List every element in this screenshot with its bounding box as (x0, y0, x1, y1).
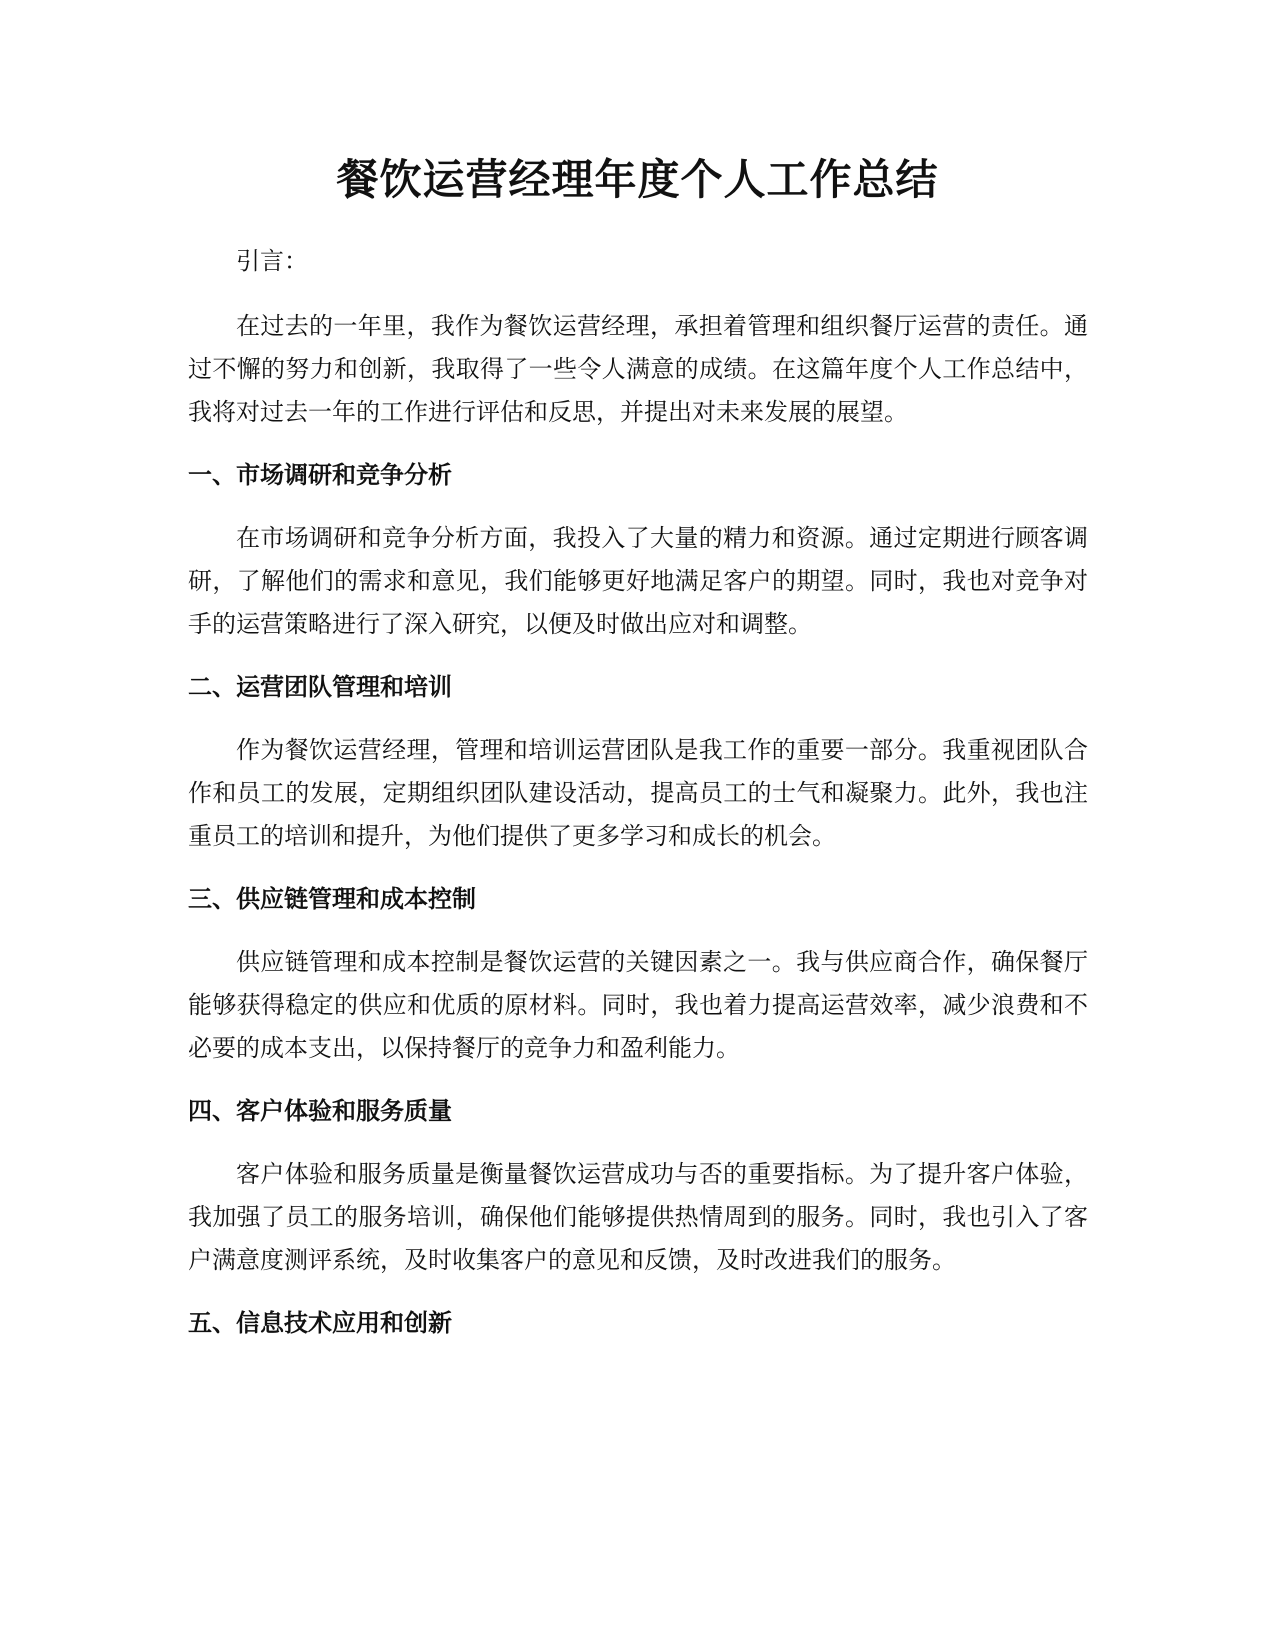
section-paragraph-1: 在市场调研和竞争分析方面，我投入了大量的精力和资源。通过定期进行顾客调研，了解他们的需求和意见，我们能够更好地满足客户的期望。同时，我也对竞争对手的运营策略进行了深入研究，以便及时做出应对和调整。 (188, 524, 1088, 638)
intro-label: 引言： (236, 247, 308, 275)
section-heading-2: 二、运营团队管理和培训 (188, 673, 452, 701)
document-title: 餐饮运营经理年度个人工作总结 (336, 155, 939, 204)
document-body (188, 240, 1088, 1365)
intro-paragraph: 在过去的一年里，我作为餐饮运营经理，承担着管理和组织餐厅运营的责任。通过不懈的努力和创新，我取得了一些令人满意的成绩。在这篇年度个人工作总结中，我将对过去一年的工作进行评估和反思，并提出对未来发展的展望。 (188, 312, 1088, 426)
section-paragraph-2: 作为餐饮运营经理，管理和培训运营团队是我工作的重要一部分。我重视团队合作和员工的发展，定期组织团队建设活动，提高员工的士气和凝聚力。此外，我也注重员工的培训和提升，为他们提供了更多学习和成长的机会。 (188, 736, 1088, 850)
section-heading-1: 一、市场调研和竞争分析 (188, 461, 452, 489)
section-paragraph-4: 客户体验和服务质量是衡量餐饮运营成功与否的重要指标。为了提升客户体验，我加强了员工的服务培训，确保他们能够提供热情周到的服务。同时，我也引入了客户满意度测评系统，及时收集客户的意见和反馈，及时改进我们的服务。 (188, 1160, 1088, 1274)
section-paragraph-3: 供应链管理和成本控制是餐饮运营的关键因素之一。我与供应商合作，确保餐厅能够获得稳定的供应和优质的原材料。同时，我也着力提高运营效率，减少浪费和不必要的成本支出，以保持餐厅的竞争力和盈利能力。 (188, 948, 1088, 1062)
section-heading-5: 五、信息技术应用和创新 (188, 1309, 452, 1337)
section-heading-4: 四、客户体验和服务质量 (188, 1097, 452, 1125)
section-heading-3: 三、供应链管理和成本控制 (188, 885, 476, 913)
